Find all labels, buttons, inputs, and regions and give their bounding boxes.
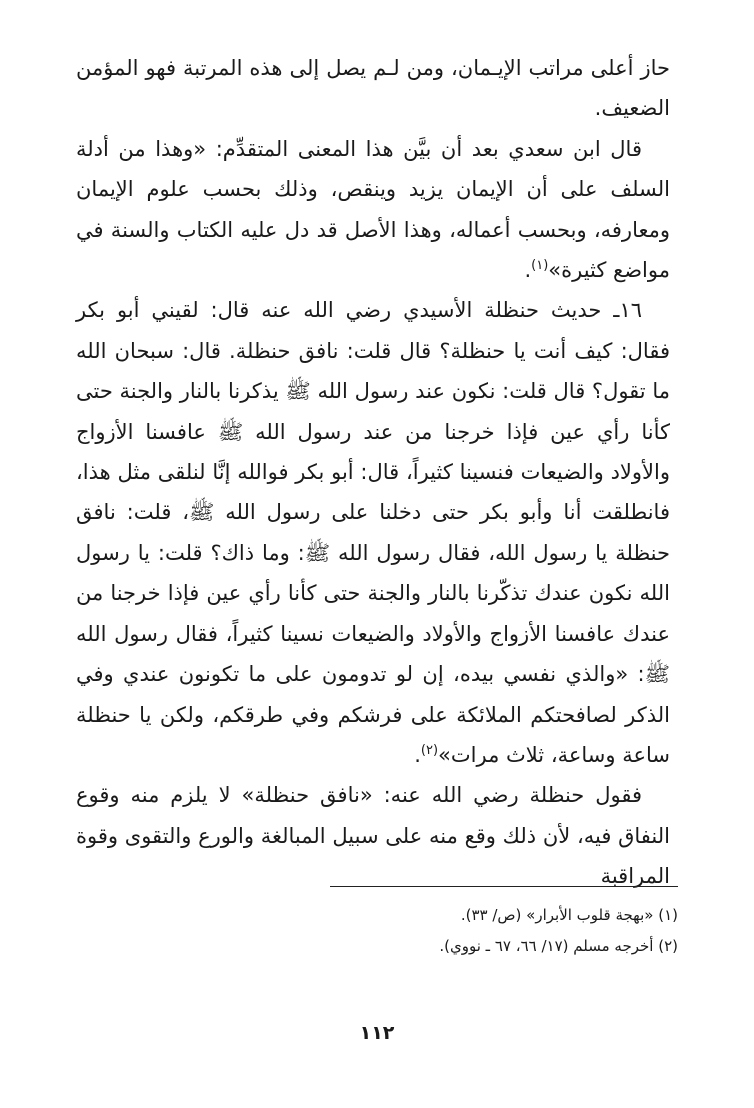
paragraph-3-text: ١٦ـ حديث حنظلة الأسيدي رضي الله عنه قال: لقيني أبو بكر فقال: كيف أنت يا حنظلة؟ قال قلت: نافق حنظلة. قال: سبحان الله ما تقول؟ قال قلت: نكون عند رسول الله ﷺ يذكرنا بالنار والجنة حتى كأنا رأي عين فإذا خرجنا من عند رسول الله ﷺ عافسنا الأزواج والأولاد والضيعات فنسينا كثيراً، قال: أبو بكر فوالله إنَّا لنلقى مثل هذا، فانطلقت أنا وأبو بكر حتى دخلنا على رسول الله ﷺ، قلت: نافق حنظلة يا رسول الله، فقال رسول الله ﷺ: وما ذاك؟ قلت: يا رسول الله نكون عندك تذكّرنا بالنار والجنة حتى كأنا رأي عين فإذا خرجنا من عندك عافسنا الأزواج والأولاد والضيعات نسينا كثيراً، فقال رسول الله ﷺ: «والذي نفسي بيده، إن لو تدومون على ما تكونون عندي وفي الذكر لصافحتكم الملائكة على فرشكم وفي طرقكم، ولكن يا حنظلة ساعة وساعة، ثلاث مرات»: [76, 298, 670, 767]
paragraph-3-trail: .: [414, 742, 421, 767]
footnotes: [84, 900, 678, 962]
footnote-ref-2[interactable]: (٢): [420, 742, 439, 758]
paragraph-2-trail: .: [524, 258, 532, 283]
footnote-ref-1[interactable]: (١): [531, 258, 549, 274]
paragraph-3: [76, 290, 670, 775]
footnote-divider: [330, 886, 678, 887]
paragraph-4-text: فقول حنظلة رضي الله عنه: «نافق حنظلة» لا يلزم منه وقوع النفاق فيه، لأن ذلك وقع منه على سبيل المبالغة والورع والتقوى وقوة المراقبة: [76, 783, 670, 889]
footnote-1: (١) «بهجة قلوب الأبرار» (ص/ ٣٣).: [460, 906, 678, 924]
paragraph-2-text: قال ابن سعدي بعد أن بيَّن هذا المعنى المتقدِّم: «وهذا من أدلة السلف على أن الإيمان يزيد وينقص، وذلك بحسب علوم الإيمان ومعارفه، وبحسب أعماله، وهذا الأصل قد دل عليه الكتاب والسنة في مواضع كثيرة»: [76, 136, 670, 283]
page-number: ١١٢: [359, 1022, 395, 1044]
paragraph-1: [76, 48, 670, 129]
paragraph-1-text: حاز أعلى مراتب الإيـمان، ومن لـم يصل إلى هذه المرتبة فهو المؤمن الضعيف.: [76, 56, 670, 121]
footnote-2: (٢) أخرجه مسلم (١٧/ ٦٦، ٦٧ ـ نووي).: [439, 937, 678, 955]
paragraph-4: [76, 775, 670, 896]
page-body: [76, 48, 670, 897]
paragraph-2: [76, 129, 670, 291]
